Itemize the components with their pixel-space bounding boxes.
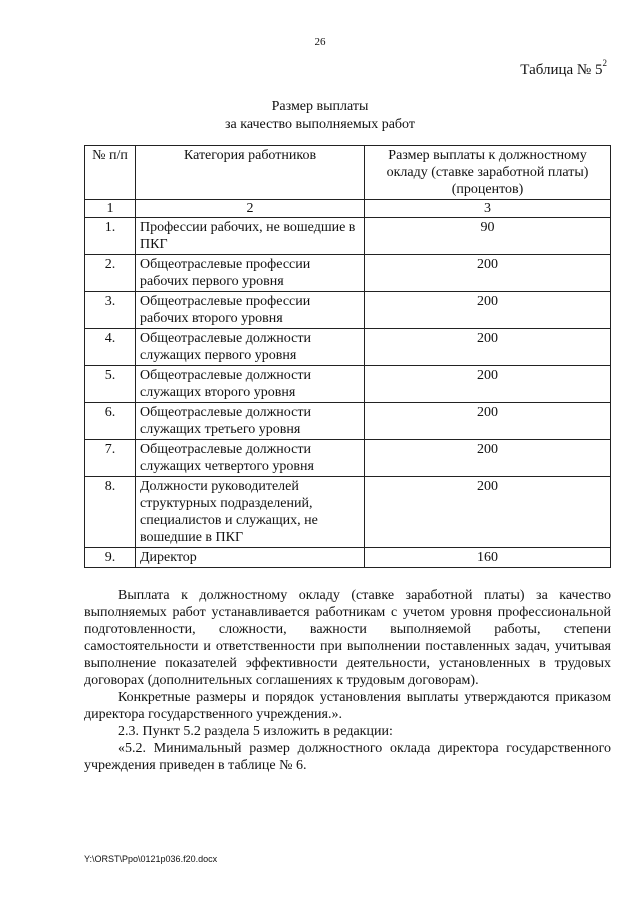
table-row <box>85 292 611 329</box>
paragraph: Выплата к должностному окладу (ставке заработной платы) за качество выполняемых работ устанавливается работникам с учетом уровня профессиональной подготовленности, сложности, важности выполняемой работы, степени самостоятельности и ответственности при выполнении поставленных задач, учитывая выполнение показателей эффективности деятельности, установленных в трудовых договорах (дополнительных соглашениях к трудовым договорам). <box>84 588 611 688</box>
row-num: 2. <box>85 255 136 292</box>
paragraph: Конкретные размеры и порядок установления выплаты утверждаются приказом директора государственного учреждения.». <box>84 690 611 722</box>
row-category: Общеотраслевые должности служащих первого уровня <box>136 329 365 366</box>
table-row <box>85 218 611 255</box>
row-num: 3. <box>85 292 136 329</box>
row-amount: 200 <box>365 440 611 477</box>
footer-file-path: Y:\ORST\Ppo\0121p036.f20.docx <box>84 854 218 864</box>
row-category: Общеотраслевые профессии рабочих первого уровня <box>136 255 365 292</box>
table-row <box>85 366 611 403</box>
table-row <box>85 329 611 366</box>
row-amount: 200 <box>365 403 611 440</box>
paragraph: 2.3. Пункт 5.2 раздела 5 изложить в редакции: <box>118 724 393 739</box>
table-row <box>85 255 611 292</box>
row-category: Общеотраслевые профессии рабочих второго уровня <box>136 292 365 329</box>
table-caption <box>520 60 607 79</box>
payment-table <box>84 145 611 568</box>
paragraph: «5.2. Минимальный размер должностного оклада директора государственного учреждения приведен в таблице № 6. <box>84 741 611 773</box>
table-header-row <box>85 146 611 200</box>
row-category: Директор <box>136 548 365 568</box>
page-number: 26 <box>314 36 326 48</box>
table-row <box>85 477 611 548</box>
table-title <box>0 98 640 134</box>
header-amount: Размер выплаты к должностному окладу (ставке заработной платы) (процентов) <box>365 146 611 200</box>
table-row <box>85 548 611 568</box>
row-amount: 200 <box>365 255 611 292</box>
header-category: Категория работников <box>136 146 365 200</box>
column-number: 3 <box>365 200 611 218</box>
row-amount: 90 <box>365 218 611 255</box>
row-amount: 200 <box>365 329 611 366</box>
header-num: № п/п <box>85 146 136 200</box>
row-num: 6. <box>85 403 136 440</box>
row-num: 8. <box>85 477 136 548</box>
row-category: Общеотраслевые должности служащих третьего уровня <box>136 403 365 440</box>
table-row <box>85 403 611 440</box>
column-number: 2 <box>136 200 365 218</box>
row-category: Общеотраслевые должности служащих второго уровня <box>136 366 365 403</box>
table-title-line-2: за качество выполняемых работ <box>225 117 415 132</box>
row-num: 7. <box>85 440 136 477</box>
table-title-line-1: Размер выплаты <box>271 99 369 114</box>
table-caption-superscript: 2 <box>602 58 607 68</box>
row-amount: 160 <box>365 548 611 568</box>
table-caption-text: Таблица № 5 <box>520 62 603 78</box>
row-num: 1. <box>85 218 136 255</box>
row-num: 4. <box>85 329 136 366</box>
column-number-row <box>85 200 611 218</box>
column-number: 1 <box>85 200 136 218</box>
row-num: 9. <box>85 548 136 568</box>
body-text <box>84 587 611 774</box>
row-amount: 200 <box>365 477 611 548</box>
row-category: Профессии рабочих, не вошедшие в ПКГ <box>136 218 365 255</box>
table-row <box>85 440 611 477</box>
row-category: Должности руководителей структурных подразделений, специалистов и служащих, не вошедшие в ПКГ <box>136 477 365 548</box>
row-num: 5. <box>85 366 136 403</box>
row-amount: 200 <box>365 366 611 403</box>
row-amount: 200 <box>365 292 611 329</box>
row-category: Общеотраслевые должности служащих четвертого уровня <box>136 440 365 477</box>
